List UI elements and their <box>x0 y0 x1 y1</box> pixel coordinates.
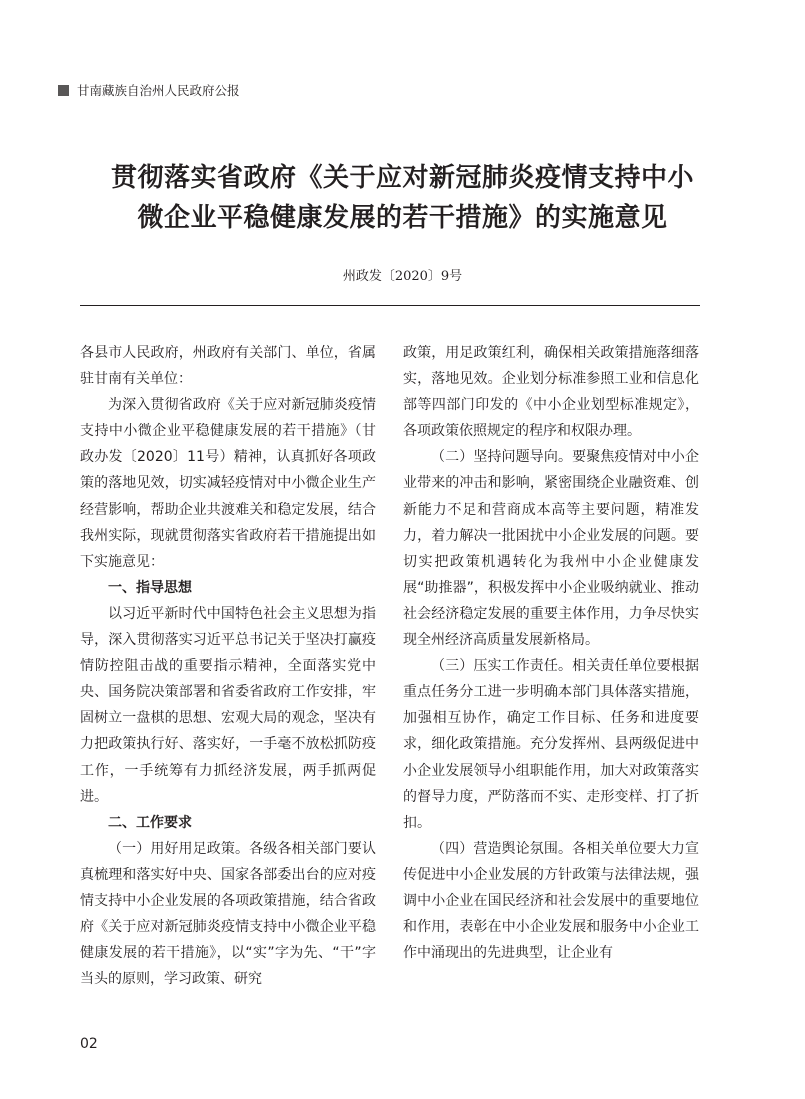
requirement-2-label: （二）坚持问题导向。 <box>431 449 573 466</box>
right-column <box>403 340 699 966</box>
requirement-4-label: （四）营造舆论氛围。 <box>431 840 573 857</box>
section-heading-guiding-ideology: 一、指导思想 <box>108 579 192 596</box>
title-divider <box>80 305 700 306</box>
requirement-1-paragraph <box>80 836 376 993</box>
section-heading-work-requirements: 二、工作要求 <box>108 814 192 831</box>
left-column <box>80 340 376 992</box>
requirement-1-label: （一）用好用足政策。 <box>108 840 250 857</box>
requirement-1-text: 各级各相关部门要认真梳理和落实好中央、国家各部委出台的应对疫情支持中小企业发展的各项政策措施，结合省政府《关于应对新冠肺炎疫情支持中小微企业平稳健康发展的若干措施》，以“实”字为先、“干”字当头的原则，学习政策、研究 <box>80 840 377 988</box>
requirement-3-text: 相关责任单位要根据重点任务分工进一步明确本部门具体落实措施，加强相互协作，确定工作目标、任务和进度要求，细化政策措施。充分发挥州、县两级促进中小企业发展领导小组职能作用，加大对政策落实的督导力度，严防落而不实、走形变样、打了折扣。 <box>403 658 700 831</box>
addressee: 各县市人民政府，州政府有关部门、单位，省属驻甘南有关单位： <box>80 345 376 388</box>
header-square-icon <box>58 85 69 96</box>
page-number: 02 <box>80 1036 98 1052</box>
title-line-2: 微企业平稳健康发展的若干措施》的实施意见 <box>137 203 668 233</box>
requirement-4-paragraph <box>403 836 699 966</box>
document-number: 州政发〔2020〕9号 <box>342 269 463 284</box>
requirement-4-text: 各相关单位要大力宣传促进中小企业发展的方针政策与法律法规，强调中小企业在国民经济和社会发展中的重要地位和作用，表彰在中小企业发展和服务中小企业工作中涌现出的先进典型，让企业有 <box>403 840 700 962</box>
running-header <box>58 82 240 98</box>
guiding-ideology-paragraph: 以习近平新时代中国特色社会主义思想为指导，深入贯彻落实习近平总书记关于坚决打赢疫情防控阻击战的重要指示精神，全面落实党中央、国务院决策部署和省委省政府工作安排，牢固树立一盘棋的思想、宏观大局的观念，坚决有力把政策执行好、落实好，一手毫不放松抓防疫工作，一手统筹有力抓经济发展，两手抓两促进。 <box>80 605 376 805</box>
requirement-3-label: （三）压实工作责任。 <box>431 658 573 675</box>
requirement-2-paragraph <box>403 444 699 653</box>
title-line-1: 贯彻落实省政府《关于应对新冠肺炎疫情支持中小 <box>110 163 694 193</box>
preamble-paragraph: 为深入贯彻省政府《关于应对新冠肺炎疫情支持中小微企业平稳健康发展的若干措施》（甘政办发〔2020〕11号）精神，认真抓好各项政策的落地见效，切实减轻疫情对中小微企业生产经营影响，帮助企业共渡难关和稳定发展，结合我州实际，现就贯彻落实省政府若干措施提出如下实施意见： <box>80 397 376 570</box>
requirement-2-text: 要聚焦疫情对中小企业带来的冲击和影响，紧密围绕企业融资难、创新能力不足和营商成本高等主要问题，精准发力，着力解决一批困扰中小企业发展的问题。要切实把政策机遇转化为我州中小企业健康发展“助推器”，积极发挥中小企业吸纳就业、推动社会经济稳定发展的重要主体作用，力争尽快实现全州经济高质量发展新格局。 <box>403 449 700 649</box>
publication-name: 甘南藏族自治州人民政府公报 <box>77 83 240 98</box>
requirement-3-paragraph <box>403 653 699 836</box>
requirement-1-continued: 政策，用足政策红利，确保相关政策措施落细落实，落地见效。企业划分标准参照工业和信息化部等四部门印发的《中小企业划型标准规定》，各项政策依照规定的程序和权限办理。 <box>403 345 699 440</box>
document-title <box>60 158 745 238</box>
